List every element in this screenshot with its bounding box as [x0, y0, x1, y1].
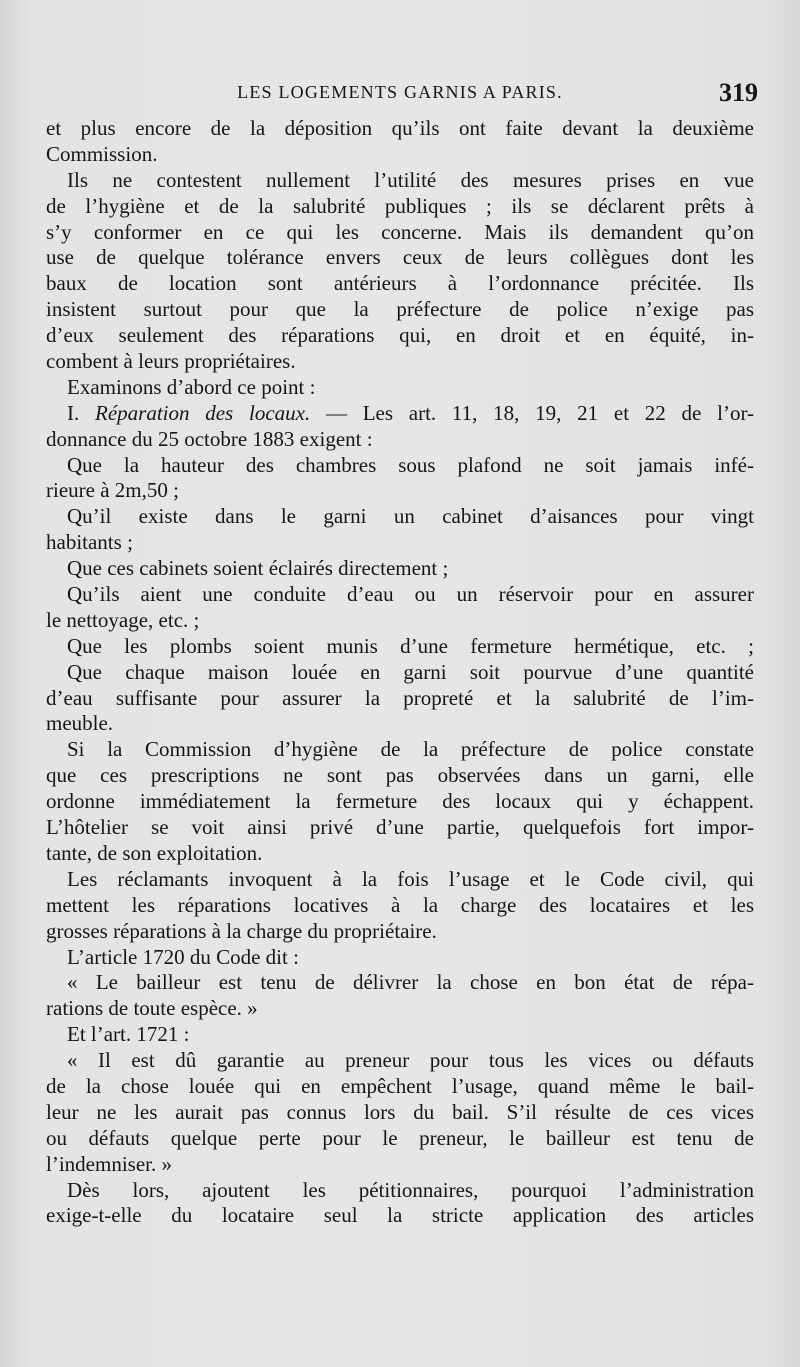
section-heading-italic: Réparation des locaux. — [95, 400, 311, 425]
text-line: baux de location sont antérieurs à l’ordonnance précitée. Ils — [46, 271, 754, 296]
line-text: — Les art. 11, 18, 19, 21 et 22 de l’or- — [310, 400, 754, 425]
text-line: combent à leurs propriétaires. — [46, 349, 296, 374]
page-number: 319 — [719, 78, 758, 107]
text-line: L’article 1720 du Code dit : — [67, 944, 299, 969]
text-line: mettent les réparations locatives à la charge des locataires et les — [46, 892, 754, 917]
text-line: leur ne les aurait pas connus lors du bail. S’il résulte de ces vices — [46, 1099, 754, 1124]
text-line: Qu’ils aient une conduite d’eau ou un réservoir pour en assurer — [67, 582, 754, 607]
text-line — [46, 401, 754, 427]
text-line: que ces prescriptions ne sont pas observées dans un garni, elle — [46, 763, 754, 788]
text-line: s’y conformer en ce qui les concerne. Mais ils demandent qu’on — [46, 219, 754, 244]
line-prefix: I. — [67, 400, 95, 425]
text-line: Ils ne contestent nullement l’utilité des mesures prises en vue — [67, 167, 754, 192]
text-line: grosses réparations à la charge du propriétaire. — [46, 918, 437, 943]
text-line: d’eau suffisante pour assurer la propreté et la salubrité de l’im- — [46, 685, 754, 710]
text-line: l’indemniser. » — [46, 1151, 172, 1176]
text-line: d’eux seulement des réparations qui, en droit et en équité, in- — [46, 323, 754, 348]
text-line: tante, de son exploitation. — [46, 840, 263, 865]
text-line: Qu’il existe dans le garni un cabinet d’aisances pour vingt — [67, 504, 754, 529]
text-line: donnance du 25 octobre 1883 exigent : — [46, 426, 373, 451]
text-line: Que ces cabinets soient éclairés directement ; — [67, 556, 449, 581]
body-text — [46, 116, 754, 1229]
text-line: use de quelque tolérance envers ceux de leurs collègues dont les — [46, 245, 754, 270]
text-line: rieure à 2m,50 ; — [46, 478, 179, 503]
text-line: et plus encore de la déposition qu’ils ont faite devant la deuxième — [46, 116, 754, 140]
text-line: « Le bailleur est tenu de délivrer la chose en bon état de répa- — [67, 970, 754, 995]
text-line: Examinons d’abord ce point : — [67, 374, 316, 399]
text-line: Dès lors, ajoutent les pétitionnaires, pourquoi l’administration — [67, 1177, 754, 1202]
text-line: L’hôtelier se voit ainsi privé d’une partie, quelquefois fort impor- — [46, 815, 754, 840]
text-line: de l’hygiène et de la salubrité publiques ; ils se déclarent prêts à — [46, 193, 754, 218]
running-title: LES LOGEMENTS GARNIS A PARIS. — [237, 82, 563, 102]
text-line: rations de toute espèce. » — [46, 996, 258, 1021]
text-line: Si la Commission d’hygiène de la préfecture de police constate — [67, 737, 754, 762]
text-line: Que les plombs soient munis d’une fermeture hermétique, etc. ; — [67, 633, 754, 658]
text-line: ordonne immédiatement la fermeture des locaux qui y échappent. — [46, 789, 754, 814]
text-line: habitants ; — [46, 530, 133, 555]
text-line: Que la hauteur des chambres sous plafond ne soit jamais infé- — [67, 452, 754, 477]
text-line: meuble. — [46, 711, 114, 736]
text-line: « Il est dû garantie au preneur pour tous les vices ou défauts — [67, 1048, 754, 1073]
text-line: Et l’art. 1721 : — [67, 1022, 190, 1047]
text-line: Les réclamants invoquent à la fois l’usage et le Code civil, qui — [67, 866, 754, 891]
text-line: de la chose louée qui en empêchent l’usage, quand même le bail- — [46, 1073, 754, 1098]
text-line: ou défauts quelque perte pour le preneur, le bailleur est tenu de — [46, 1125, 754, 1150]
text-line: Que chaque maison louée en garni soit pourvue d’une quantité — [67, 659, 754, 684]
text-line: le nettoyage, etc. ; — [46, 607, 200, 632]
page-header — [46, 78, 758, 110]
text-line: Commission. — [46, 141, 158, 166]
text-line: exige-t-elle du locataire seul la stricte application des articles — [46, 1203, 754, 1228]
text-line: insistent surtout pour que la préfecture de police n’exige pas — [46, 297, 754, 322]
